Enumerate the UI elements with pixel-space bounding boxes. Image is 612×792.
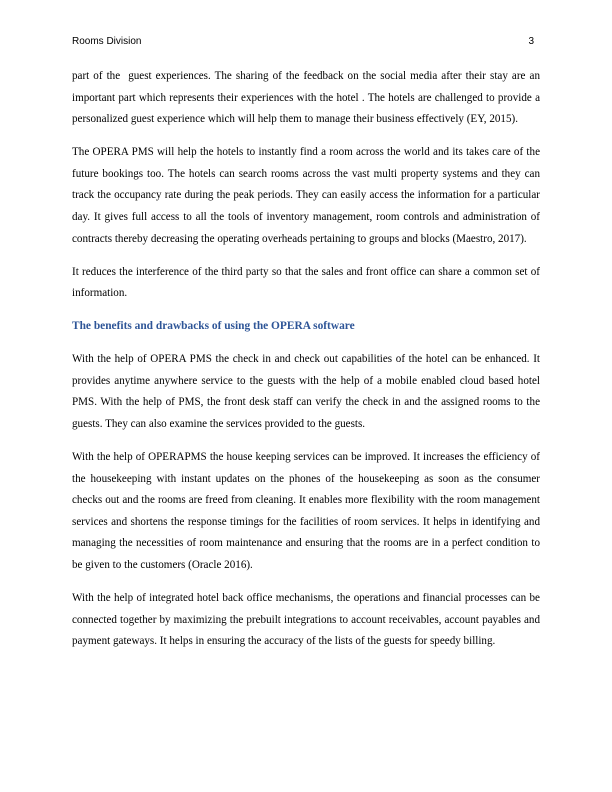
- paragraph-check-in-out: With the help of OPERA PMS the check in and check out capabilities of the hotel can be enhanced. It provides anytime anywhere service to the guests with the help of a mobile enabled cloud based hotel PMS. With the help of PMS, the front desk staff can verify the check in and the assigned rooms to the guests. They can also examine the services provided to the guests.: [72, 353, 543, 430]
- paragraph-housekeeping: With the help of OPERAPMS the house keeping services can be improved. It increases the efficiency of the housekeeping with instant updates on the phones of the housekeeping as soon as the consumer checks out and the rooms are freed from cleaning. It enables more flexibility with the room management services and shortens the response timings for the facilities of room services. It helps in identifying and managing the necessities of room maintenance and ensuring that the rooms are in a perfect condition to be given to the customers (Oracle 2016).: [72, 450, 543, 571]
- page-number: 3: [528, 36, 534, 47]
- section-heading: The benefits and drawbacks of using the OPERA software: [72, 320, 355, 333]
- running-title: Rooms Division: [72, 36, 142, 47]
- document-body: [72, 66, 543, 664]
- paragraph-guest-experience: part of the guest experiences. The sharing of the feedback on the social media after their stay are an important part which represents their experiences with the hotel . The hotels are challenged to provide a personalized guest experience which will help them to manage their business effectively (EY, 2015).: [72, 70, 543, 126]
- paragraph-third-party: It reduces the interference of the third party so that the sales and front office can share a common set of information.: [72, 265, 543, 300]
- page-header: [72, 36, 540, 50]
- paragraph-back-office: With the help of integrated hotel back office mechanisms, the operations and financial processes can be connected together by maximizing the prebuilt integrations to account receivables, account payables and payment gateways. It helps in ensuring the accuracy of the lists of the guests for speedy billing.: [72, 591, 543, 648]
- paragraph-opera-pms-rooms: The OPERA PMS will help the hotels to instantly find a room across the world and its takes care of the future bookings too. The hotels can search rooms across the vast multi property systems and they can track the occupancy rate during the peak periods. They can easily access the information for a particular day. It gives full access to all the tools of inventory management, room controls and administration of contracts thereby decreasing the operating overheads pertaining to groups and blocks (Maestro, 2017).: [72, 146, 543, 245]
